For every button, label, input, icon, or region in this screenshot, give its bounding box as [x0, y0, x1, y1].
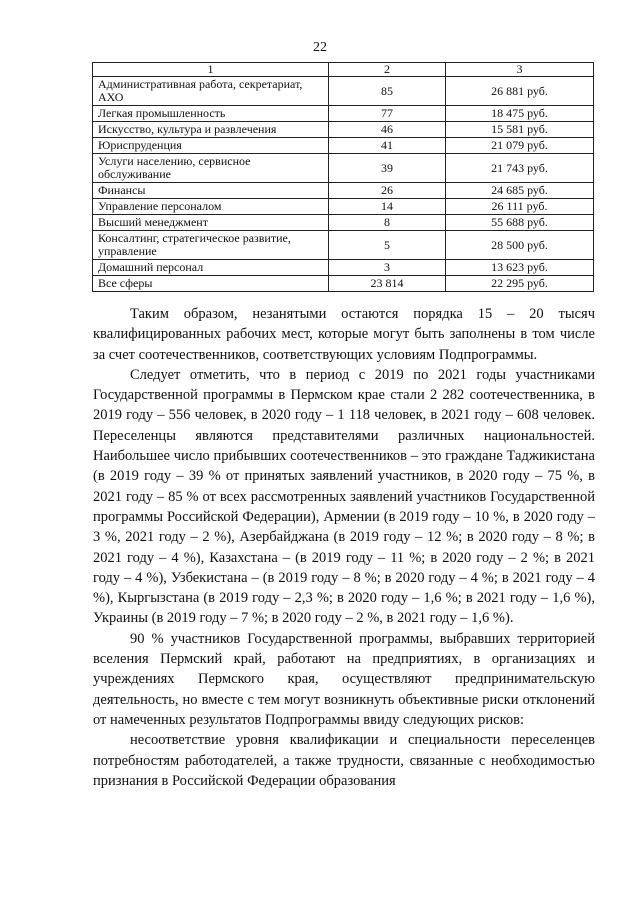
table-row [93, 154, 594, 183]
table-row [93, 231, 594, 260]
table-row [93, 77, 594, 106]
table-row [93, 106, 594, 122]
table-row [93, 215, 594, 231]
count-cell: 3 [329, 260, 446, 276]
salary-cell: 18 475 руб. [446, 106, 594, 122]
count-cell: 8 [329, 215, 446, 231]
salary-cell: 21 079 руб. [446, 138, 594, 154]
sector-cell: Финансы [93, 183, 329, 199]
count-cell: 41 [329, 138, 446, 154]
sector-cell: Домашний персонал [93, 260, 329, 276]
table-row [93, 122, 594, 138]
table-total-row [93, 276, 594, 292]
sector-cell: Все сферы [93, 276, 329, 292]
employment-table [92, 62, 594, 292]
sector-cell: Управление персоналом [93, 199, 329, 215]
count-cell: 14 [329, 199, 446, 215]
column-header: 1 [93, 63, 329, 77]
paragraph: несоответствие уровня квалификации и специальности переселенцев потребностям работодателей, а также трудности, связанные с необходимостью признания в Российской Федерации образования [93, 732, 595, 789]
column-header: 2 [329, 63, 446, 77]
salary-cell: 15 581 руб. [446, 122, 594, 138]
salary-cell: 13 623 руб. [446, 260, 594, 276]
body-text [93, 304, 595, 791]
table-row [93, 199, 594, 215]
count-cell: 5 [329, 231, 446, 260]
sector-cell: Услуги населению, сервисное обслуживание [93, 154, 329, 183]
table-row [93, 260, 594, 276]
column-header: 3 [446, 63, 594, 77]
salary-cell: 21 743 руб. [446, 154, 594, 183]
sector-cell: Юриспруденция [93, 138, 329, 154]
paragraph: Следует отметить, что в период с 2019 по 2021 годы участниками Государственной программы в Пермском крае стали 2 282 соотечественника, в 2019 году – 556 человек, в 2020 году – 1 118 человек, в 2021 году – 608 человек. Переселенцы являются представителями различных национальностей. Наибольшее число прибывших соотечественников – это граждане Таджикистана (в 2019 году – 39 % от принятых заявлений участников, в 2020 году – 75 %, в 2021 году – 85 % от всех рассмотренных заявлений участников Государственной программы Российской Федерации), Армении (в 2019 году – 10 %, в 2020 году – 3 %, 2021 году – 2 %), Азербайджана (в 2019 году – 12 %; в 2020 году – 8 %; в 2021 году – 4 %), Казахстана – (в 2019 году – 11 %; в 2020 году – 2 %; в 2021 году – 4 %), Узбекистана – (в 2019 году – 8 %; в 2020 году – 4 %; в 2021 году – 4 %), Кыргызстана (в 2019 году – 2,3 %; в 2020 году – 1,6 %; в 2021 году – 1,6 %), Украины (в 2019 году – 7 %; в 2020 году – 2 %, в 2021 году – 1,6 %). [93, 366, 595, 627]
salary-cell: 28 500 руб. [446, 231, 594, 260]
sector-cell: Легкая промышленность [93, 106, 329, 122]
sector-cell: Искусство, культура и развлечения [93, 122, 329, 138]
count-cell: 39 [329, 154, 446, 183]
salary-cell: 26 111 руб. [446, 199, 594, 215]
count-cell: 26 [329, 183, 446, 199]
sector-cell: Административная работа, секретариат, АХО [93, 77, 329, 106]
table-row [93, 183, 594, 199]
salary-cell: 26 881 руб. [446, 77, 594, 106]
salary-cell: 22 295 руб. [446, 276, 594, 292]
page-number: 22 [313, 40, 327, 55]
table-row [93, 138, 594, 154]
salary-cell: 24 685 руб. [446, 183, 594, 199]
sector-cell: Консалтинг, стратегическое развитие, управление [93, 231, 329, 260]
table-header-row [93, 63, 594, 77]
count-cell: 23 814 [329, 276, 446, 292]
count-cell: 46 [329, 122, 446, 138]
paragraph: 90 % участников Государственной программы, выбравших территорией вселения Пермский край, работают на предприятиях, в организациях и учреждениях Пермского края, осуществляют предпринимательскую деятельность, но вместе с тем могут возникнуть объективные риски отклонений от намеченных результатов Подпрограммы ввиду следующих рисков: [93, 630, 595, 728]
sector-cell: Высший менеджмент [93, 215, 329, 231]
count-cell: 85 [329, 77, 446, 106]
salary-cell: 55 688 руб. [446, 215, 594, 231]
paragraph: Таким образом, незанятыми остаются порядка 15 – 20 тысяч квалифицированных рабочих мест, которые могут быть заполнены в том числе за счет соотечественников, соответствующих условиям Подпрограммы. [93, 306, 595, 363]
count-cell: 77 [329, 106, 446, 122]
